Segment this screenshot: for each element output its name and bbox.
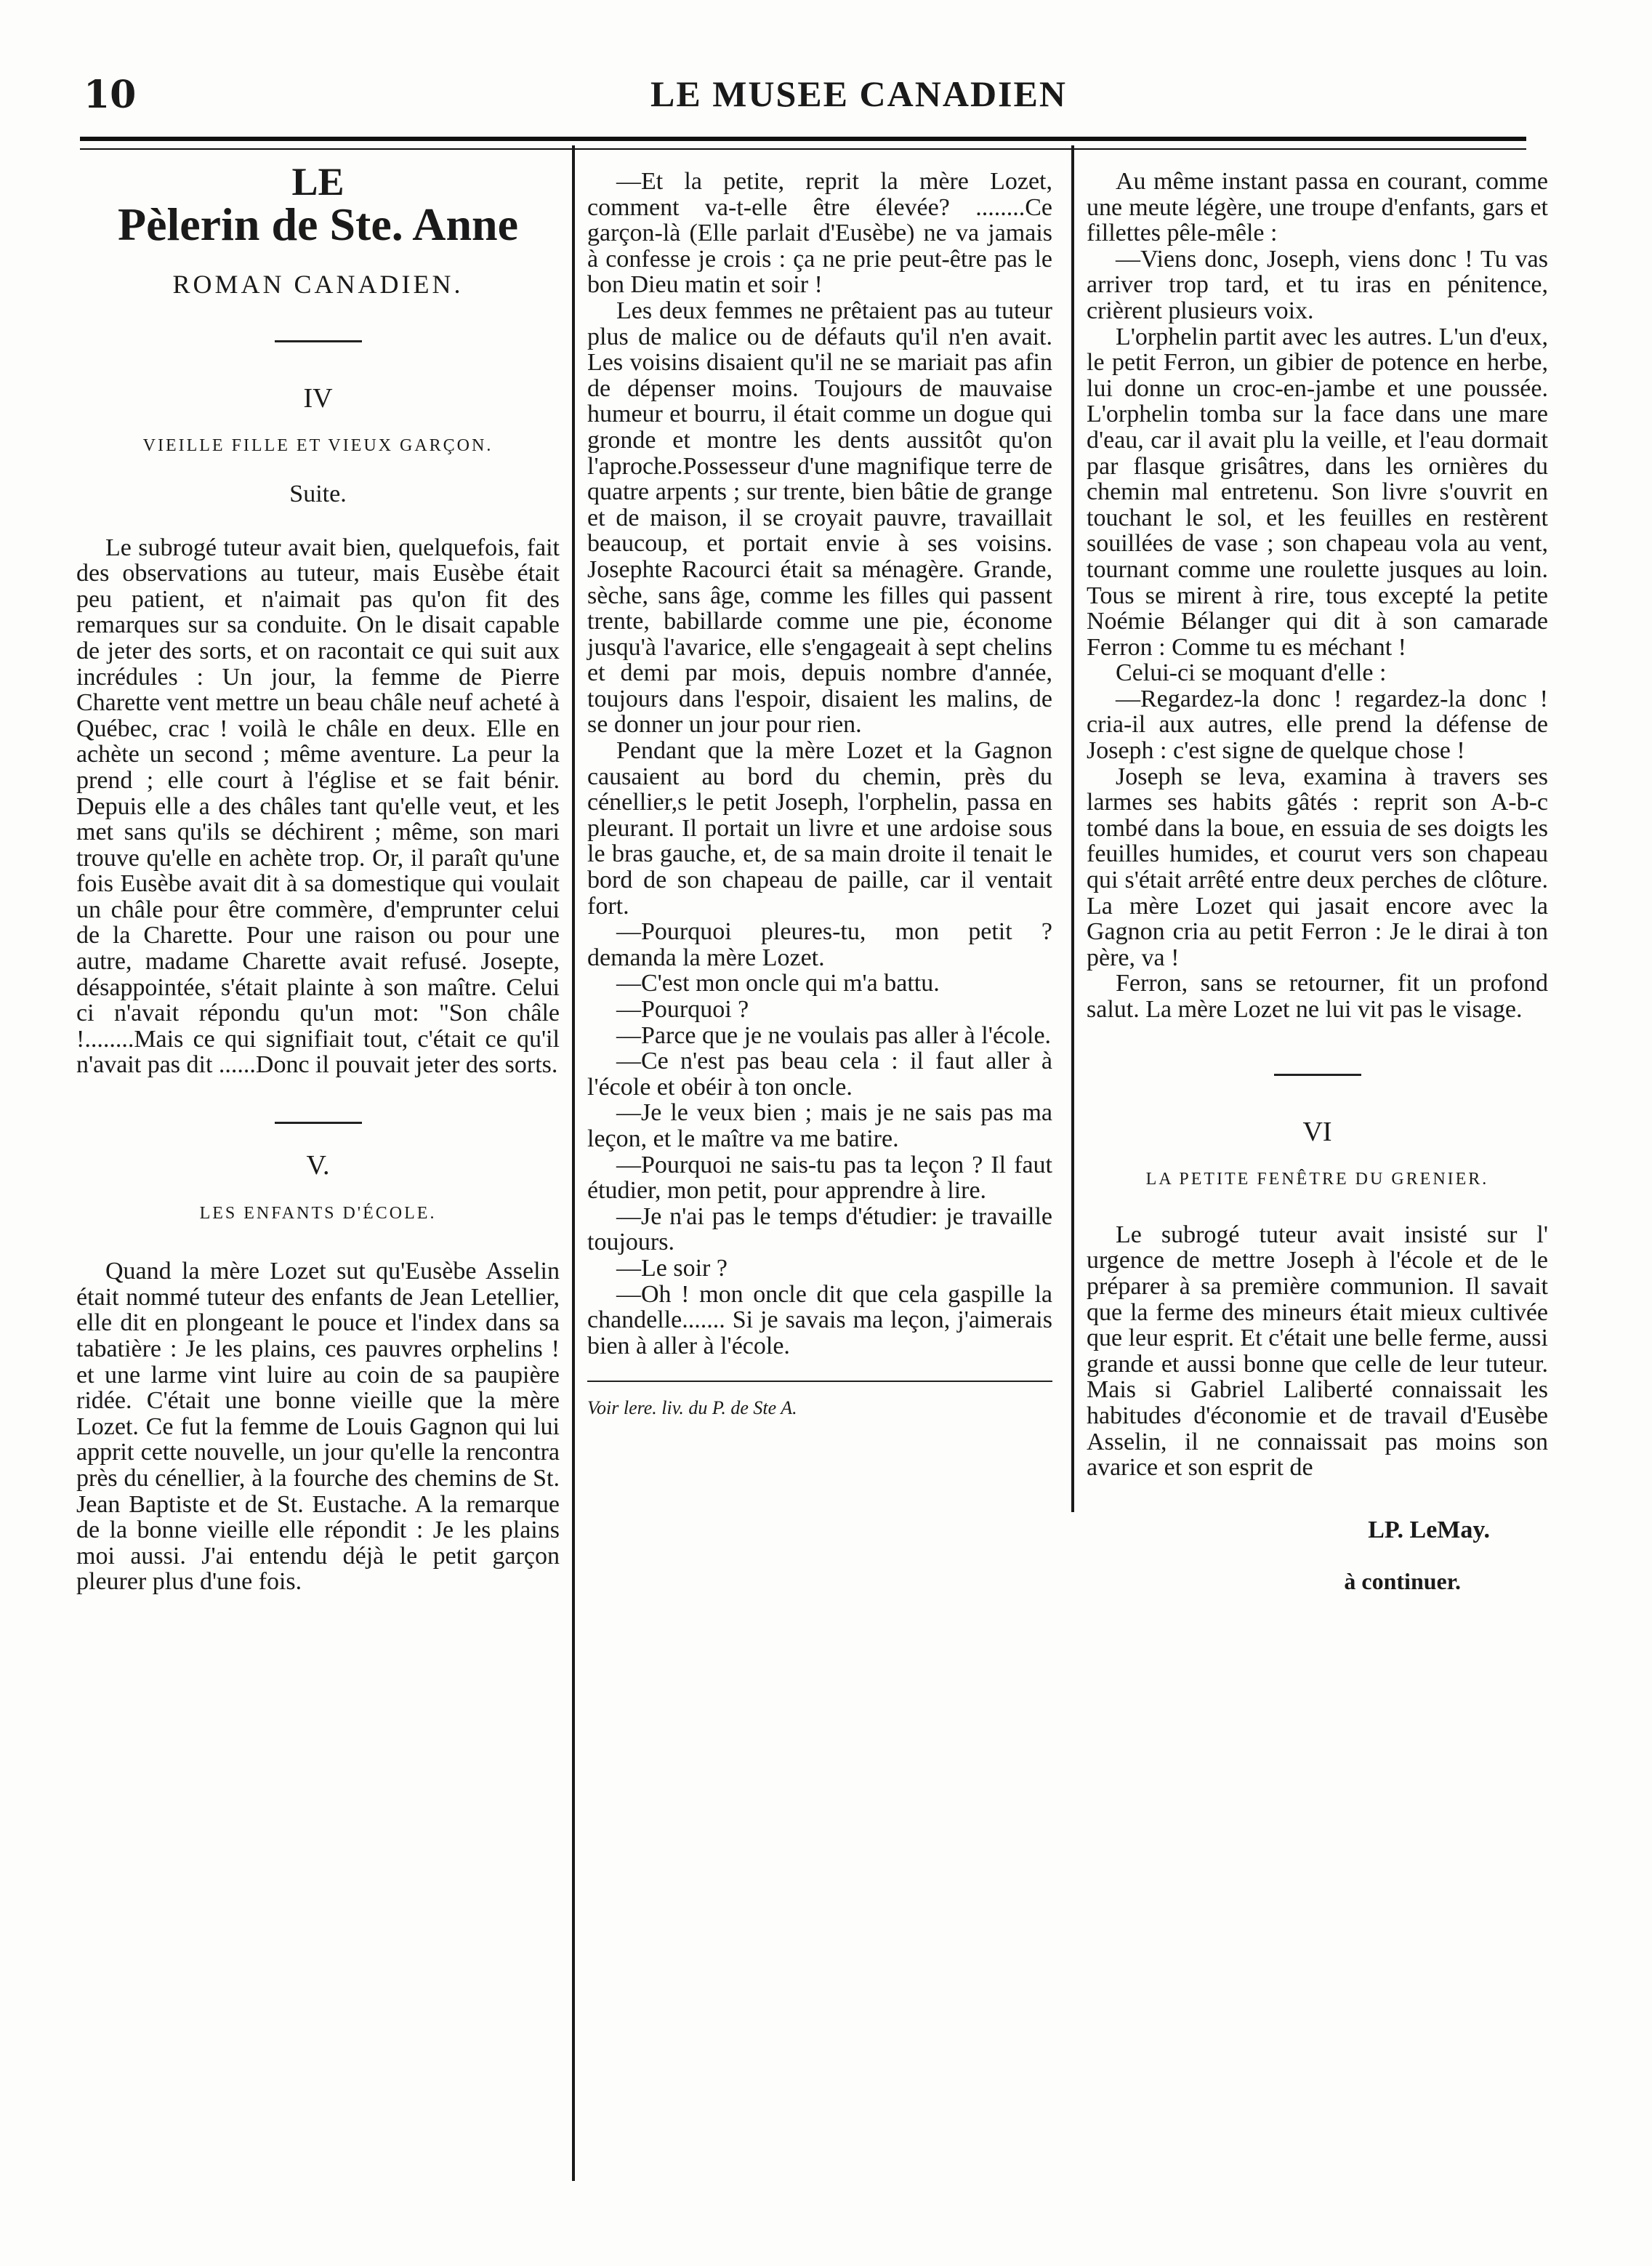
- page-number: 10: [84, 73, 137, 117]
- chapter-6-number: VI: [1302, 1116, 1332, 1147]
- chapter-5-paragraph-20: Ferron, sans se retourner, fit un profond salut. La mère Lozet ne lui vit pas le visage.: [1087, 970, 1548, 1023]
- chapter-5-paragraph-16: L'orphelin partit avec les autres. L'un d'eux, le petit Ferron, un gibier de potence en herbe, lui donne un croc-en-jambe et une poussée. L'orphelin tomba sur la face dans une mare d'eau, car il avait plu la veille, et l'eau dormait par flasque grisâtres, dans les ornières du chemin mal entretenu. Son livre s'ouvrit en touchant le sol, et les feuilles en restèrent souillées de vase ; son chapeau vola au vent, tournant comme une roulette jusques au loin. Tous se mirent à rire, tous excepté la petite Noémie Bélanger qui dit à son camarade Ferron : Comme tu es méchant !: [1087, 323, 1548, 661]
- chapter-5-paragraph-11: —Je n'ai pas le temps d'étudier: je travaille toujours.: [587, 1202, 1052, 1256]
- column-2: [587, 169, 1052, 1421]
- chapter-5-number: V.: [306, 1150, 330, 1181]
- chapter-5-paragraph-8: —Ce n'est pas beau cela : il faut aller à l'école et obéir à ton oncle.: [587, 1048, 1052, 1101]
- chapter-5-paragraph-14: Au même instant passa en courant, comme une meute légère, une troupe d'enfants, gars et fillettes pêle-mêle :: [1087, 168, 1548, 247]
- chapter-5-paragraph-4: —Pourquoi pleures-tu, mon petit ? demanda la mère Lozet.: [587, 918, 1052, 971]
- section-separator: [275, 1122, 362, 1124]
- chapter-5-paragraph-18: —Regardez-la donc ! regardez-la donc ! cria-il aux autres, elle prend la défense de Joseph : c'est signe de quelque chose !: [1087, 685, 1548, 765]
- column-1: [76, 160, 560, 1596]
- story-title: Pèlerin de Ste. Anne: [117, 198, 519, 250]
- chapter-5-paragraph-17: Celui-ci se moquant d'elle :: [1116, 659, 1387, 687]
- chapter-5-paragraph-1: —Et la petite, reprit la mère Lozet, comment va-t-elle être élevée? ........Ce garçon-là (Elle parlait d'Eusèbe) ne va jamais à confesse je crois : ça ne prie peut-être pas le bon Dieu matin et soir !: [587, 168, 1052, 299]
- section-separator: [1274, 1074, 1361, 1076]
- author-signature: LP. LeMay.: [1368, 1516, 1490, 1543]
- chapter-5-paragraph-9: —Je le veux bien ; mais je ne sais pas ma leçon, et le maître va me batire.: [587, 1099, 1052, 1152]
- chapter-5-paragraph-12: —Le soir ?: [616, 1254, 728, 1282]
- column-rule-right: [1071, 145, 1074, 1512]
- chapter-5-paragraph-7: —Parce que je ne voulais pas aller à l'école.: [616, 1021, 1052, 1049]
- continuation-note: à continuer.: [1344, 1568, 1461, 1595]
- header-rule: [80, 137, 1526, 150]
- chapter-5-paragraph-2: Les deux femmes ne prêtaient pas au tuteur plus de malice ou de défauts qu'il n'en avait. Les voisins disaient qu'il ne se mariait pas afin de dépenser moins. Toujours de mauvaise humeur et bourru, il était comme un dogue qui gronde et montre les dents aussitôt qu'on l'aproche.Possesseur d'une magnifique terre de quatre arpents ; sur trente, bien bâtie de grange et de maison, il se croyait pauvre, travaillait beaucoup, et portait envie à ses voisins. Josephte Racourci était sa ménagère. Grande, sèche, sans âge, comme les filles qui passent trente, babillarde comme une pie, économe jusqu'à l'avarice, elle s'engageait à sept chelins et demi par mois, depuis nombre d'année, toujours dans l'espoir, disaient les malins, de se donner un jour pour rien.: [587, 297, 1052, 739]
- page-header: [76, 64, 1559, 129]
- chapter-5-paragraph-13: —Oh ! mon oncle dit que cela gaspille la chandelle....... Si je savais ma leçon, j'aimerais bien à aller à l'école.: [587, 1280, 1052, 1359]
- chapter-5-paragraph-6: —Pourquoi ?: [616, 996, 749, 1023]
- chapter-5-paragraph-0: Quand la mère Lozet sut qu'Eusèbe Asselin était nommé tuteur des enfants de Jean Letellier, elle dit en plongeant le pouce et l'index dans sa tabatière : Je les plains, ces pauvres orphelins ! et une larme vint luire au coin de sa paupière ridée. C'était une bonne vieille que la mère Lozet. Ce fut la femme de Louis Gagnon qui lui apprit cette nouvelle, un jour qu'elle la rencontra près du cénellier, à la fourche des chemins de St. Jean Baptiste et de St. Eustache. A la remarque de la bonne vieille elle répondit : Je les plains moi aussi. J'ai entendu déjà le petit garçon pleurer plus d'une fois.: [76, 1258, 560, 1596]
- chapter-6-paragraph: Le subrogé tuteur avait insisté sur l' urgence de mettre Joseph à l'école et de le préparer à sa première communion. Il savait que la ferme des mineurs était mieux cultivée que leur esprit. Et c'était une belle ferme, aussi grande et aussi bonne que celle de leur tuteur. Mais si Gabriel Laliberté connaissait les habitudes d'économie et de travail d'Eusèbe Asselin, il ne connaissait pas moins son avarice et son esprit de: [1087, 1221, 1548, 1482]
- story-kicker: LE: [291, 160, 344, 204]
- column-rule-left: [572, 145, 575, 2181]
- chapter-4-number: IV: [303, 382, 333, 414]
- section-separator: [275, 340, 362, 342]
- chapter-6-title: LA PETITE FENÊTRE DU GRENIER.: [1145, 1170, 1489, 1189]
- chapter-5-paragraph-10: —Pourquoi ne sais-tu pas ta leçon ? Il faut étudier, mon petit, pour apprendre à lire.: [587, 1151, 1052, 1205]
- chapter-5-paragraph-5: —C'est mon oncle qui m'a battu.: [616, 970, 940, 997]
- footnote: Voir lere. liv. du P. de Ste A.: [587, 1381, 1052, 1421]
- chapter-4-paragraph: Le subrogé tuteur avait bien, quelquefois, fait des observations au tuteur, mais Eusèbe était peu patient, et n'aimait pas qu'on fit des remarques sur sa conduite. On le disait capable de jeter des sorts, et on racontait ce qui suit aux incrédules : Un jour, la femme de Pierre Charette vent mettre un beau châle neuf acheté à Québec, crac ! voilà le châle en deux. Elle en achète un second ; même aventure. La peur la prend ; elle court à l'église et se fait bénir. Depuis elle a des châles tant qu'elle veut, et les met sans qu'ils se déchirent ; même, son mari trouve qu'elle en achète trop. Or, il paraît qu'une fois Eusèbe avait dit à sa domestique qui voulait un châle pour être commère, d'emprunter celui de la Charette. Pour une raison ou pour une autre, madame Charette avait refusé. Josepte, désappointée, s'était plainte à son maître. Celui ci n'avait répondu qu'un mot: "Son châle !........Mais ce qui signifiait tout, c'était ce qu'il n'avait pas dit ......Donc il pouvait jeter des sorts.: [76, 534, 560, 1079]
- chapter-4-suite: Suite.: [289, 480, 347, 507]
- chapter-5-paragraph-15: —Viens donc, Joseph, viens donc ! Tu vas arriver trop tard, et tu iras en pénitence, crièrent plusieurs voix.: [1087, 245, 1548, 324]
- chapter-5-paragraph-19: Joseph se leva, examina à travers ses larmes ses habits gâtés : reprit son A-b-c tombé dans la boue, en essuia de ses doigts les feuilles humides, et courut vers son chapeau qui s'était arrêté entre deux perches de clôture. La mère Lozet qui jasait encore avec la Gagnon cria au petit Ferron : Je le dirai à ton père, va !: [1087, 763, 1548, 971]
- masthead: LE MUSEE CANADIEN: [650, 73, 1067, 114]
- chapter-5-paragraph-3: Pendant que la mère Lozet et la Gagnon causaient au bord du chemin, près du cénellier,s le petit Joseph, l'orphelin, passa en pleurant. Il portait un livre et une ardoise sous le bras gauche, et, de sa main droite il tenait le bord de son chapeau de paille, car il ventait fort.: [587, 737, 1052, 920]
- chapter-4-title: VIEILLE FILLE ET VIEUX GARÇON.: [142, 436, 493, 456]
- chapter-5-title: LES ENFANTS D'ÉCOLE.: [199, 1203, 437, 1223]
- story-subtitle: ROMAN CANADIEN.: [172, 270, 464, 300]
- column-3: [1087, 169, 1548, 1595]
